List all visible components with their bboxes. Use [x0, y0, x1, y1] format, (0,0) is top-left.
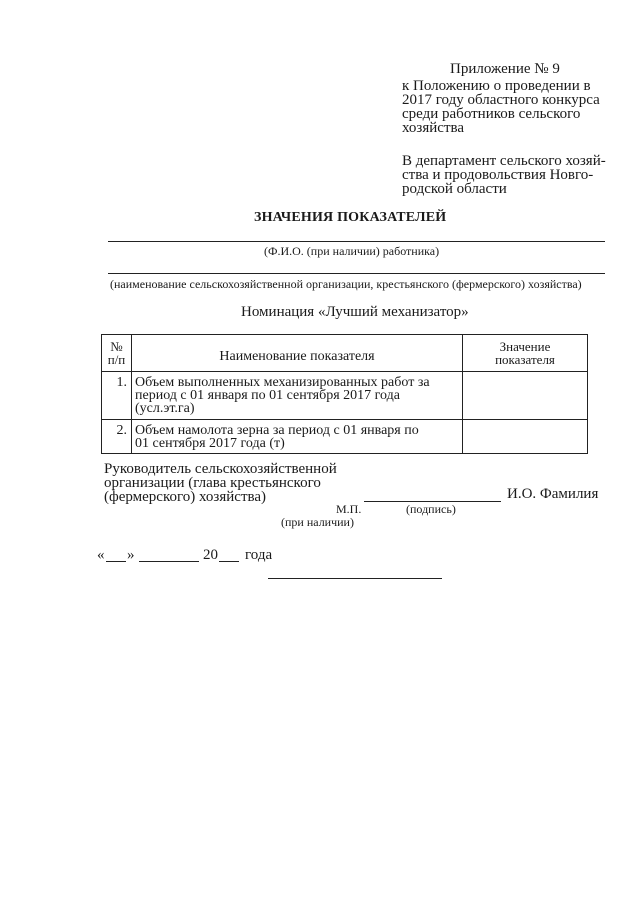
addressee-line: В департамент сельского хозяй-: [402, 153, 606, 169]
table-header-row: [102, 335, 588, 372]
indicator-name: Объем выполненных механизированных работ за период с 01 января по 01 сентября 2017 года (усл.эт.га): [132, 372, 463, 420]
signatory-line: (фермерского) хозяйства): [104, 489, 267, 505]
signatory-name: И.О. Фамилия: [507, 486, 599, 502]
column-header-number: № п/п: [102, 335, 132, 372]
year-blank[interactable]: [219, 561, 239, 562]
organization-caption: (наименование сельскохозяйственной организации, крестьянского (фермерского) хозяйства): [110, 277, 582, 291]
date-open-quote: «: [97, 547, 105, 563]
signature-caption: (подпись): [406, 502, 456, 516]
row-number: 1.: [102, 372, 132, 420]
signatory-line: организации (глава крестьянского: [104, 475, 321, 491]
bottom-line: [268, 578, 442, 579]
date-close-quote: »: [127, 547, 135, 563]
day-blank[interactable]: [106, 561, 126, 562]
indicator-name: Объем намолота зерна за период с 01 января по 01 сентября 2017 года (т): [132, 420, 463, 454]
reference-line: хозяйства: [402, 120, 465, 136]
nomination-title: Номинация «Лучший механизатор»: [241, 304, 469, 320]
year-label: года: [245, 547, 273, 563]
addressee-line: ства и продовольствия Новго-: [402, 167, 594, 183]
reference-line: 2017 году областного конкурса: [402, 92, 600, 108]
row-number: 2.: [102, 420, 132, 454]
document-title: ЗНАЧЕНИЯ ПОКАЗАТЕЛЕЙ: [254, 210, 447, 225]
indicators-table: [101, 334, 588, 454]
fio-line[interactable]: [108, 241, 605, 242]
reference-line: среди работников сельского: [402, 106, 581, 122]
stamp-place-label: М.П.: [336, 502, 362, 516]
column-header-value: Значение показателя: [463, 335, 588, 372]
table-row: [102, 420, 588, 454]
addressee-line: родской области: [402, 181, 507, 197]
indicator-value-cell[interactable]: [463, 372, 588, 420]
organization-line[interactable]: [108, 273, 605, 274]
reference-line: к Положению о проведении в: [402, 78, 591, 94]
table-row: [102, 372, 588, 420]
fio-caption: (Ф.И.О. (при наличии) работника): [264, 244, 440, 258]
year-prefix: 20: [203, 547, 218, 563]
month-blank[interactable]: [139, 561, 199, 562]
stamp-place-note: (при наличии): [281, 515, 354, 529]
column-header-name: Наименование показателя: [132, 335, 463, 372]
appendix-number: Приложение № 9: [450, 61, 560, 77]
signatory-line: Руководитель сельскохозяйственной: [104, 461, 337, 477]
indicator-value-cell[interactable]: [463, 420, 588, 454]
